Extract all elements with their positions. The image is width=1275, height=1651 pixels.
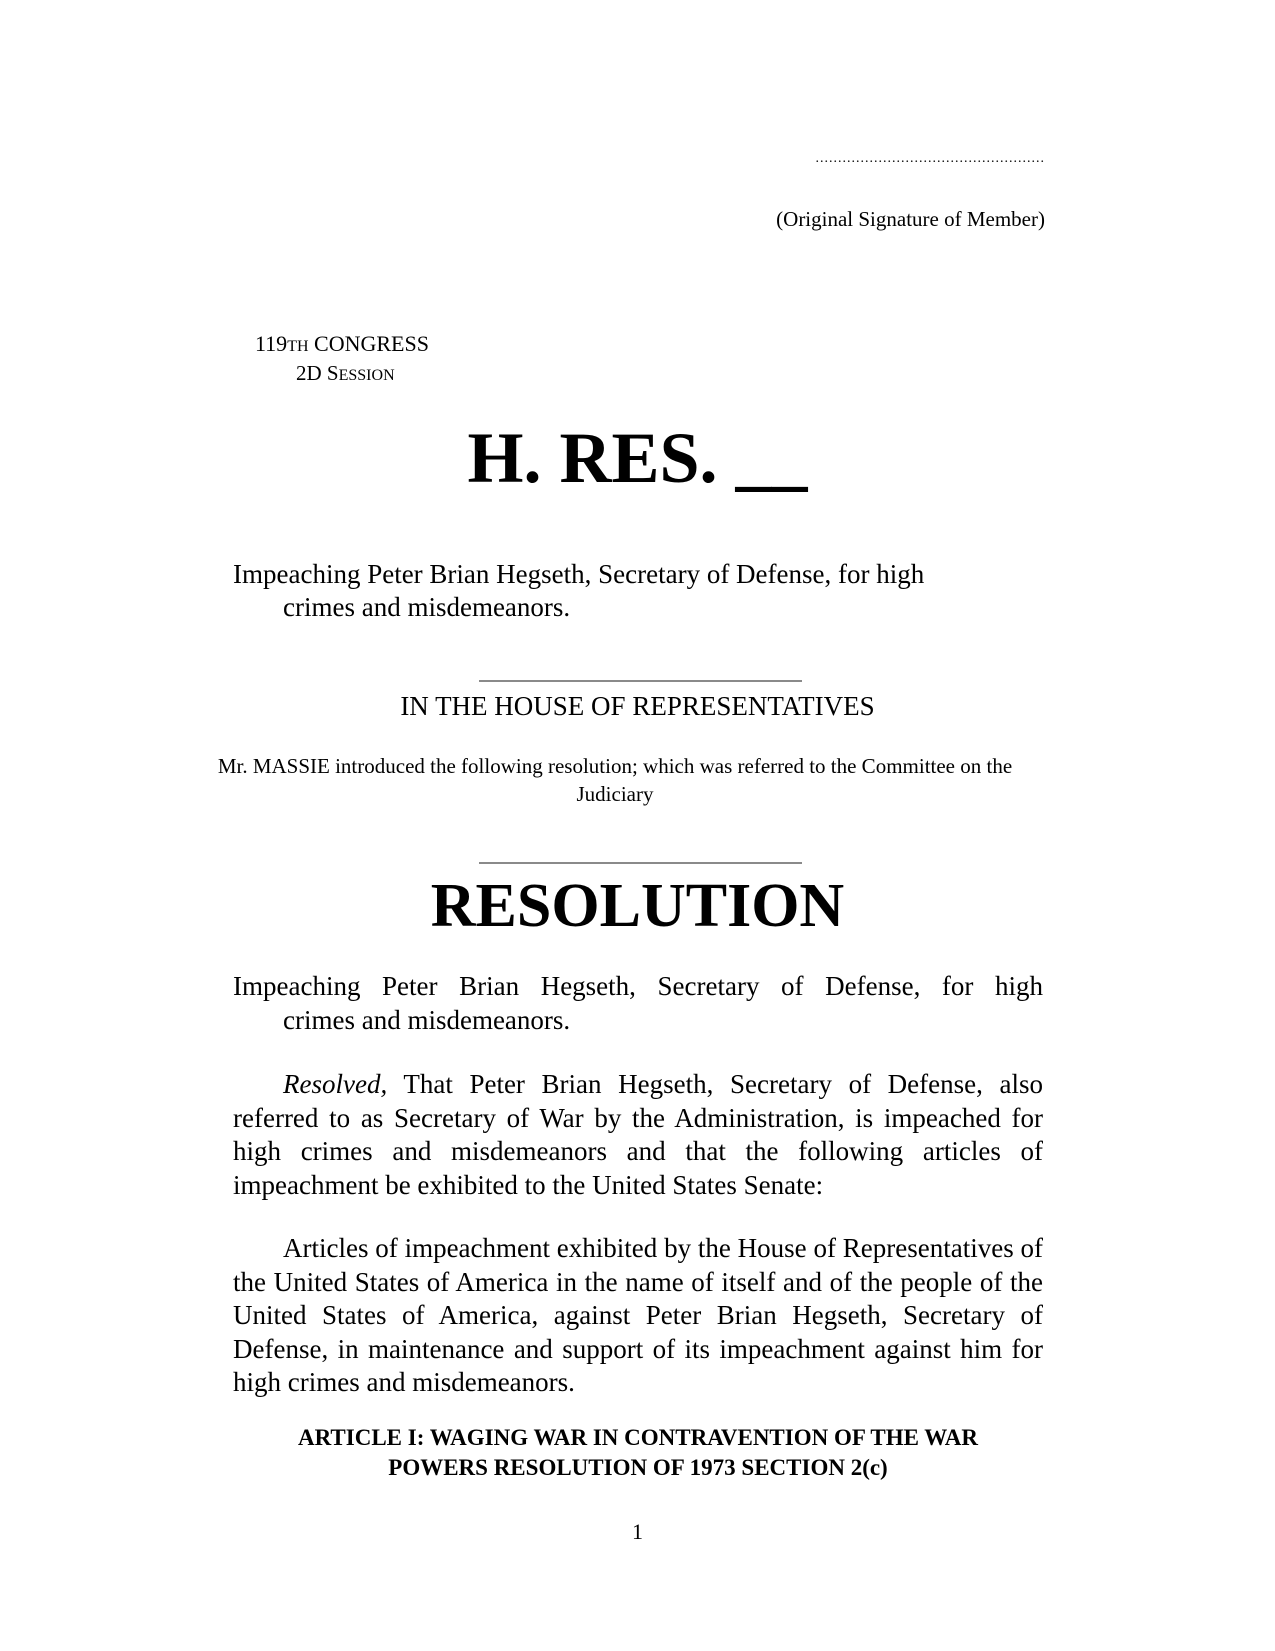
- bill-caption-line1: Impeaching Peter Brian Hegseth, Secretary of Defense, for high: [233, 559, 925, 589]
- session-label: [296, 360, 395, 389]
- resolution-caption-line2: crimes and misdemeanors.: [283, 1004, 571, 1035]
- congress-label: CONGRESS: [314, 331, 429, 356]
- congress-number-value: 119: [255, 331, 288, 356]
- resolution-caption-line1: Impeaching Peter Brian Hegseth, Secretary of Defense, for high: [233, 971, 1043, 1001]
- articles-paragraph: Articles of impeachment exhibited by the House of Representatives of the United States of America in the name of itself and of the people of the United States of America, against Peter Brian Hegseth, Secretary of Defense, in maintenance and support of its impeachment against him for high crimes and misdemeanors.: [233, 1233, 1043, 1397]
- introduction-statement: Mr. MASSIE introduced the following resolution; which was referred to the Committee on the Judiciary: [217, 754, 1013, 806]
- congress-number-suffix: TH: [287, 338, 309, 355]
- resolved-paragraph: [233, 1068, 1043, 1202]
- session-prefix: 2D S: [296, 361, 339, 385]
- page-number: 1: [632, 1519, 643, 1544]
- chamber-heading: IN THE HOUSE OF REPRESENTATIVES: [400, 691, 875, 721]
- divider-bottom: [479, 862, 802, 864]
- resolution-caption: [233, 970, 1043, 1037]
- article-heading-line2: POWERS RESOLUTION OF 1973 SECTION 2(c): [388, 1455, 888, 1480]
- session-rest: ESSION: [338, 367, 395, 384]
- bill-designation: H. RES. __: [467, 418, 808, 498]
- bill-caption-line2: crimes and misdemeanors.: [283, 592, 571, 622]
- article-heading: [233, 1423, 1043, 1483]
- congress-number: [255, 330, 429, 361]
- resolution-heading: RESOLUTION: [430, 872, 845, 940]
- resolved-text: That Peter Brian Hegseth, Secretary of Defense, also referred to as Secretary of War by the Administration, is impeached for high crimes and misdemeanors and that the following articles of impeachment be exhibited to the United States Senate:: [233, 1069, 1043, 1200]
- resolved-clause: Resolved,: [283, 1069, 388, 1099]
- divider-top: [479, 680, 802, 682]
- article-heading-line1: ARTICLE I: WAGING WAR IN CONTRAVENTION OF THE WAR: [298, 1425, 978, 1450]
- bill-caption: [233, 558, 993, 624]
- signature-line: ...................................................: [815, 151, 1045, 166]
- signature-caption: (Original Signature of Member): [776, 207, 1045, 231]
